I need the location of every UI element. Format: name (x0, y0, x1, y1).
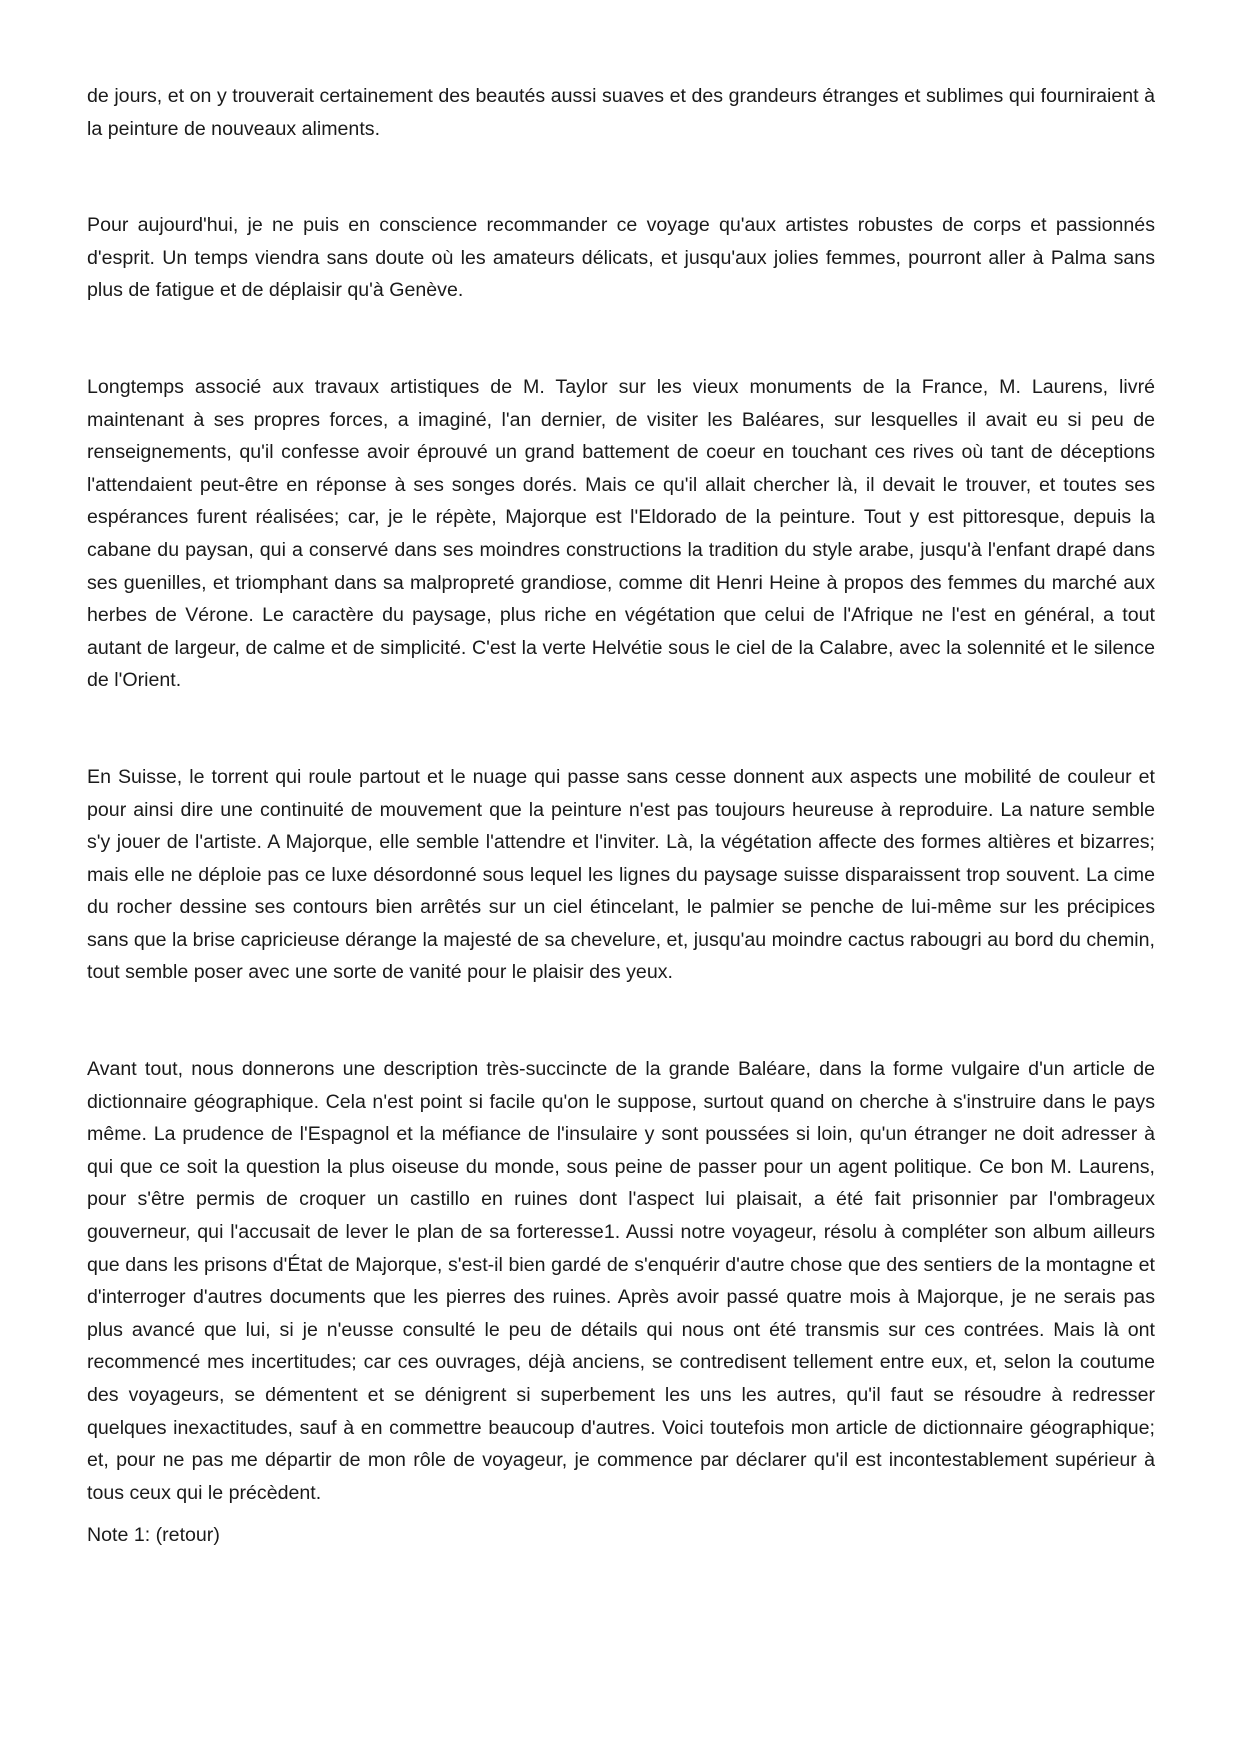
document-page (87, 80, 1155, 1552)
paragraph-laurens: Longtemps associé aux travaux artistiques de M. Taylor sur les vieux monuments de la France, M. Laurens, livré maintenant à ses propres forces, a imaginé, l'an dernier, de visiter les Baléares, sur lesquelles il avait eu si peu de renseignements, qu'il confesse avoir éprouvé un grand battement de coeur en touchant ces rives où tant de déceptions l'attendaient peut-être en réponse à ses songes dorés. Mais ce qu'il allait chercher là, il devait le trouver, et toutes ses espérances furent réalisées; car, je le répète, Majorque est l'Eldorado de la peinture. Tout y est pittoresque, depuis la cabane du paysan, qui a conservé dans ses moindres constructions la tradition du style arabe, jusqu'à l'enfant drapé dans ses guenilles, et triomphant dans sa malpropreté grandiose, comme dit Henri Heine à propos des femmes du marché aux herbes de Vérone. Le caractère du paysage, plus riche en végétation que celui de l'Afrique ne l'est en général, a tout autant de largeur, de calme et de simplicité. C'est la verte Helvétie sous le ciel de la Calabre, avec la solennité et le silence de l'Orient. (87, 375, 1155, 692)
paragraph-suisse: En Suisse, le torrent qui roule partout et le nuage qui passe sans cesse donnent aux aspects une mobilité de couleur et pour ainsi dire une continuité de mouvement que la peinture n'est pas toujours heureuse à reproduire. La nature semble s'y jouer de l'artiste. A Majorque, elle semble l'attendre et l'inviter. Là, la végétation affecte des formes altières et bizarres; mais elle ne déploie pas ce luxe désordonné sous lequel les lignes du paysage suisse disparaissent trop souvent. La cime du rocher dessine ses contours bien arrêtés sur un ciel étincelant, le palmier se penche de lui-même sur les précipices sans que la brise capricieuse dérange la majesté de sa chevelure, et, jusqu'au moindre cactus rabougri au bord du chemin, tout semble poser avec une sorte de vanité pour le plaisir des yeux. (87, 765, 1155, 984)
paragraph-description: Avant tout, nous donnerons une description très-succincte de la grande Baléare, dans la forme vulgaire d'un article de dictionnaire géographique. Cela n'est point si facile qu'on le suppose, surtout quand on cherche à s'instruire dans le pays même. La prudence de l'Espagnol et la méfiance de l'insulaire y sont poussées si loin, qu'un étranger ne doit adresser à qui que ce soit la question la plus oiseuse du monde, sous peine de passer pour un agent politique. Ce bon M. Laurens, pour s'être permis de croquer un castillo en ruines dont l'aspect lui plaisait, a été fait prisonnier par l'ombrageux gouverneur, qui l'accusait de lever le plan de sa forteresse1. Aussi notre voyageur, résolu à compléter son album ailleurs que dans les prisons d'État de Majorque, s'est-il bien gardé de s'enquérir d'autre chose que des sentiers de la montagne et d'interroger d'autres documents que les pierres des ruines. Après avoir passé quatre mois à Majorque, je ne serais pas plus avancé que lui, si je n'eusse consulté le peu de détails qui nous ont été transmis sur ces contrées. Mais là ont recommencé mes incertitudes; car ces ouvrages, déjà anciens, se contredisent tellement entre eux, et, selon la coutume des voyageurs, se démentent et se dénigrent si superbement les uns les autres, qu'il faut se résoudre à redresser quelques inexactitudes, sauf à en commettre beaucoup d'autres. Voici toutefois mon article de dictionnaire géographique; et, pour ne pas me départir de mon rôle de voyageur, je commence par déclarer qu'il est incontestablement supérieur à tous ceux qui le précèdent. (87, 1058, 1155, 1504)
footnote-link[interactable]: Note 1: (retour) (87, 1524, 220, 1547)
paragraph-continuation: de jours, et on y trouverait certainement des beautés aussi suaves et des grandeurs étranges et sublimes qui fourniraient à la peinture de nouveaux aliments. (87, 85, 1155, 140)
paragraph-recommendation: Pour aujourd'hui, je ne puis en conscience recommander ce voyage qu'aux artistes robustes de corps et passionnés d'esprit. Un temps viendra sans doute où les amateurs délicats, et jusqu'aux jolies femmes, pourront aller à Palma sans plus de fatigue et de déplaisir qu'à Genève. (87, 214, 1155, 302)
